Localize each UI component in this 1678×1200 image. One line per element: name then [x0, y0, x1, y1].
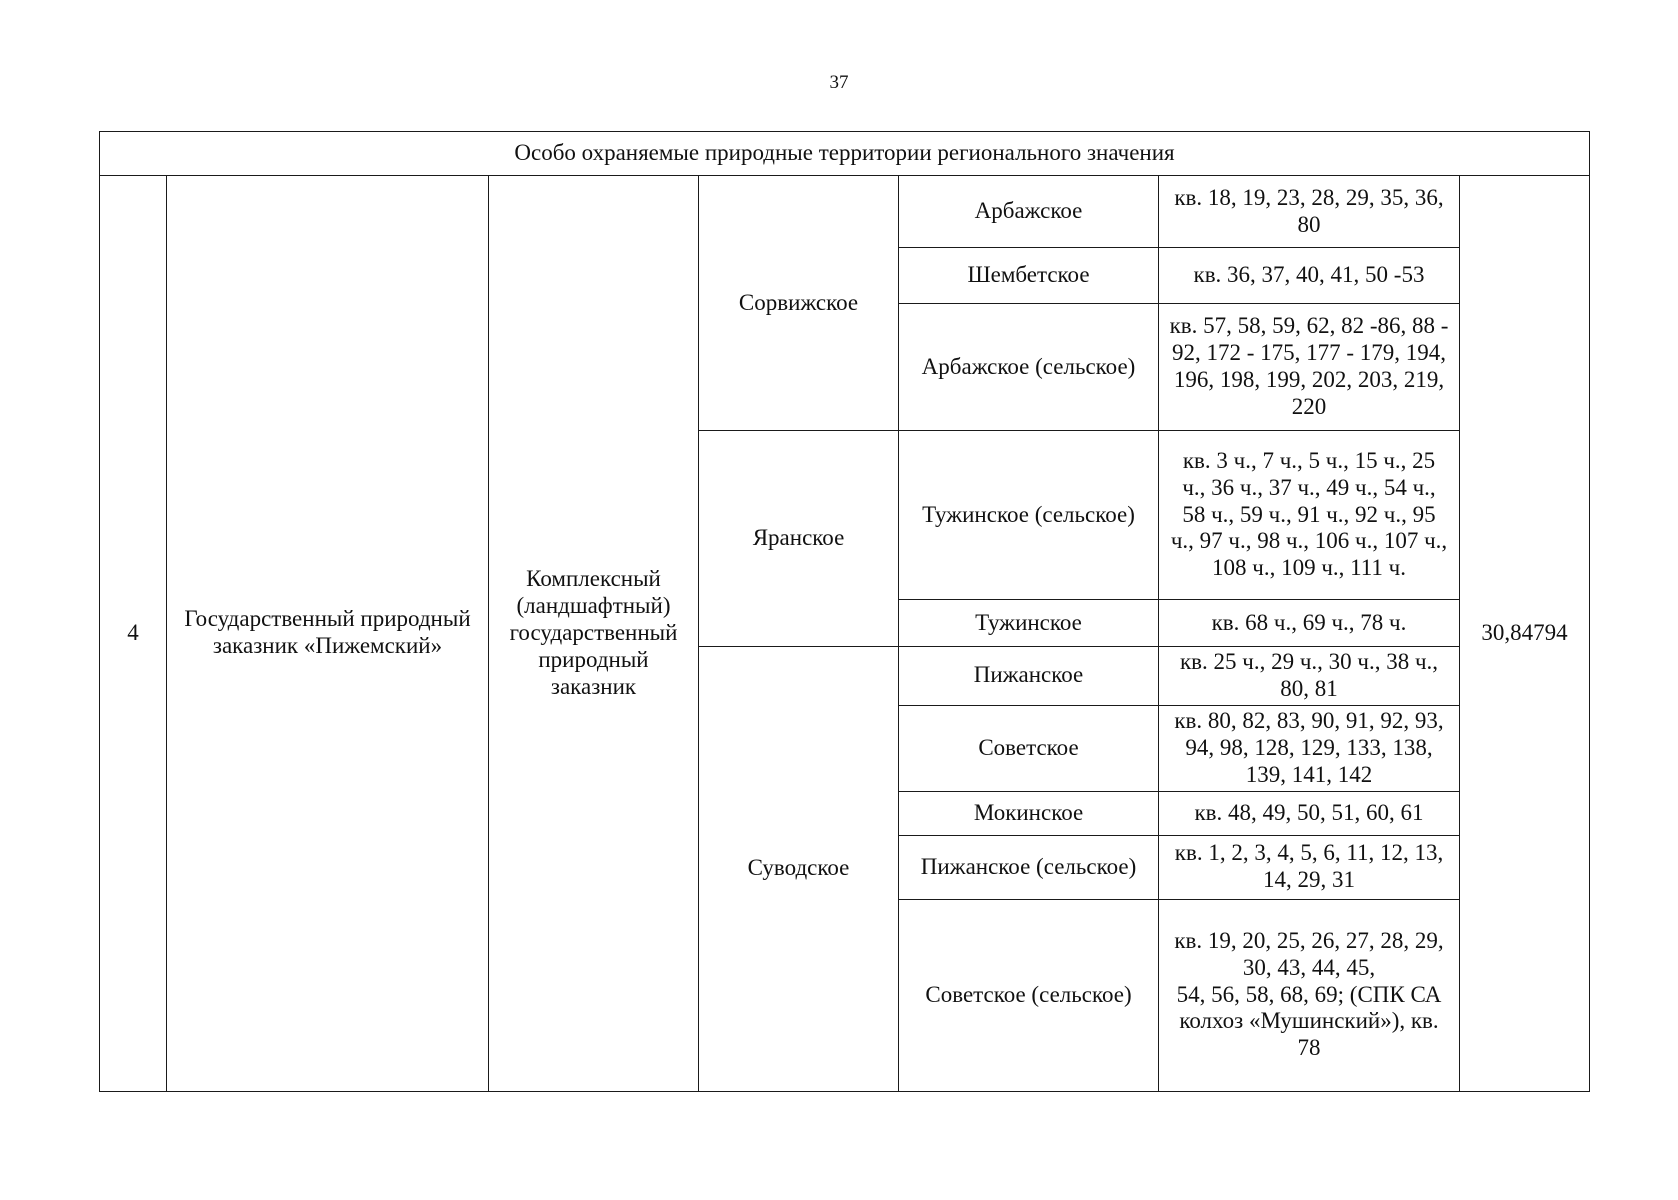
forestry-name: Яранское	[699, 431, 899, 647]
forestry-name: Суводское	[699, 647, 899, 1092]
quarters: кв. 1, 2, 3, 4, 5, 6, 11, 12, 13, 14, 29, 31	[1159, 835, 1460, 899]
entry-name: Государственный природный заказник «Пижемский»	[167, 176, 489, 1092]
table-header: Особо охраняемые природные территории регионального значения	[100, 132, 1590, 176]
entry-category: Комплексный (ландшафтный) государственный природный заказник	[489, 176, 699, 1092]
quarters: кв. 19, 20, 25, 26, 27, 28, 29, 30, 43, 44, 45, 54, 56, 58, 68, 69; (СПК СА колхоз «Мушинский»), кв. 78	[1159, 899, 1460, 1091]
quarters: кв. 80, 82, 83, 90, 91, 92, 93, 94, 98, 128, 129, 133, 138, 139, 141, 142	[1159, 705, 1460, 791]
district-name: Тужинское	[899, 600, 1159, 647]
table-header-row	[100, 132, 1590, 176]
table-row	[100, 176, 1590, 248]
district-name: Пижанское	[899, 647, 1159, 706]
protected-areas-table	[99, 131, 1590, 1092]
quarters: кв. 18, 19, 23, 28, 29, 35, 36, 80	[1159, 176, 1460, 248]
district-name: Советское (сельское)	[899, 899, 1159, 1091]
quarters: кв. 57, 58, 59, 62, 82 -86, 88 - 92, 172 - 175, 177 - 179, 194, 196, 198, 199, 202, 203, 219, 220	[1159, 304, 1460, 431]
forestry-name: Сорвижское	[699, 176, 899, 431]
quarters: кв. 36, 37, 40, 41, 50 -53	[1159, 248, 1460, 304]
district-name: Тужинское (сельское)	[899, 431, 1159, 600]
quarters: кв. 25 ч., 29 ч., 30 ч., 38 ч., 80, 81	[1159, 647, 1460, 706]
district-name: Арбажское	[899, 176, 1159, 248]
district-name: Мокинское	[899, 791, 1159, 835]
entry-area: 30,84794	[1460, 176, 1590, 1092]
district-name: Советское	[899, 705, 1159, 791]
entry-number: 4	[100, 176, 167, 1092]
quarters: кв. 3 ч., 7 ч., 5 ч., 15 ч., 25 ч., 36 ч., 37 ч., 49 ч., 54 ч., 58 ч., 59 ч., 91 ч., 92 ч., 95 ч., 97 ч., 98 ч., 106 ч., 107 ч., 108 ч., 109 ч., 111 ч.	[1159, 431, 1460, 600]
quarters: кв. 68 ч., 69 ч., 78 ч.	[1159, 600, 1460, 647]
page-number: 37	[829, 72, 849, 93]
district-name: Шембетское	[899, 248, 1159, 304]
quarters: кв. 48, 49, 50, 51, 60, 61	[1159, 791, 1460, 835]
district-name: Пижанское (сельское)	[899, 835, 1159, 899]
district-name: Арбажское (сельское)	[899, 304, 1159, 431]
